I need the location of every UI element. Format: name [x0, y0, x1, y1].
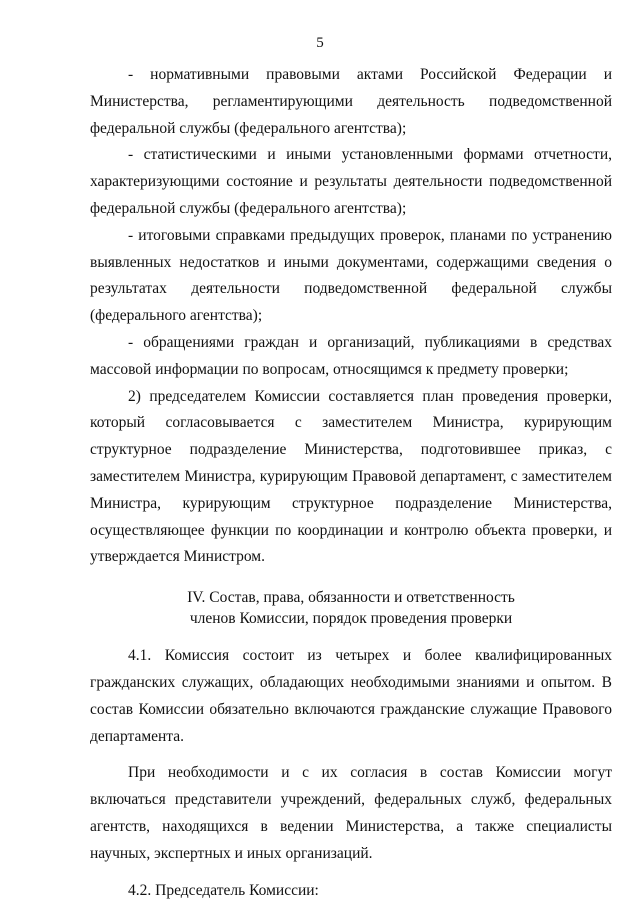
- paragraph-4-1: 4.1. Комиссия состоит из четырех и более квалифицированных гражданских служащих, обладающих необходимыми знаниями и опытом. В состав Комиссии обязательно включаются гражданские служащие Правового департамента.: [90, 647, 612, 745]
- document-body: [90, 62, 612, 904]
- paragraph-previous-inspections: - итоговыми справками предыдущих проверок, планами по устранению выявленных недостатков и иными документами, содержащими сведения о результатах деятельности подведомственной федеральной службы (федерального агентства);: [90, 226, 612, 325]
- paragraph-4-2: 4.2. Председатель Комиссии:: [128, 881, 319, 899]
- section-heading-line2: членов Комиссии, порядок проведения проверки: [189, 610, 513, 628]
- paragraph-inspection-plan: 2) председателем Комиссии составляется план проведения проверки, который согласовывается с заместителем Министра, курирующим структурное подразделение Министерства, подготовившее приказ, с заместителем Министра, курирующим Правовой департамент, с заместителем Министра, курирующим структурное подразделение Министерства, осуществляющее функции по координации и контролю объекта проверки, и утверждается Министром.: [90, 387, 612, 566]
- paragraph-normative-acts: - нормативными правовыми актами Российской Федерации и Министерства, регламентирующими деятельность подведомственной федеральной службы (федерального агентства);: [90, 66, 612, 137]
- paragraph-statistics: - статистическими и иными установленными формами отчетности, характеризующими состояние и результаты деятельности подведомственной федеральной службы (федерального агентства);: [90, 146, 612, 217]
- paragraph-gap: [90, 868, 612, 878]
- page-number: 5: [316, 35, 324, 51]
- paragraph-gap: [90, 750, 612, 760]
- paragraph-citizen-appeals: - обращениями граждан и организаций, публикациями в средствах массовой информации по вопросам, относящимся к предмету проверки;: [90, 333, 612, 378]
- section-heading-line1: IV. Состав, права, обязанности и ответственность: [187, 589, 515, 607]
- section-heading: [90, 587, 612, 629]
- paragraph-representatives: При необходимости и с их согласия в состав Комиссии могут включаться представители учреждений, федеральных служб, федеральных агентств, находящихся в ведении Министерства, а также специалисты научных, экспертных и иных организаций.: [90, 764, 612, 862]
